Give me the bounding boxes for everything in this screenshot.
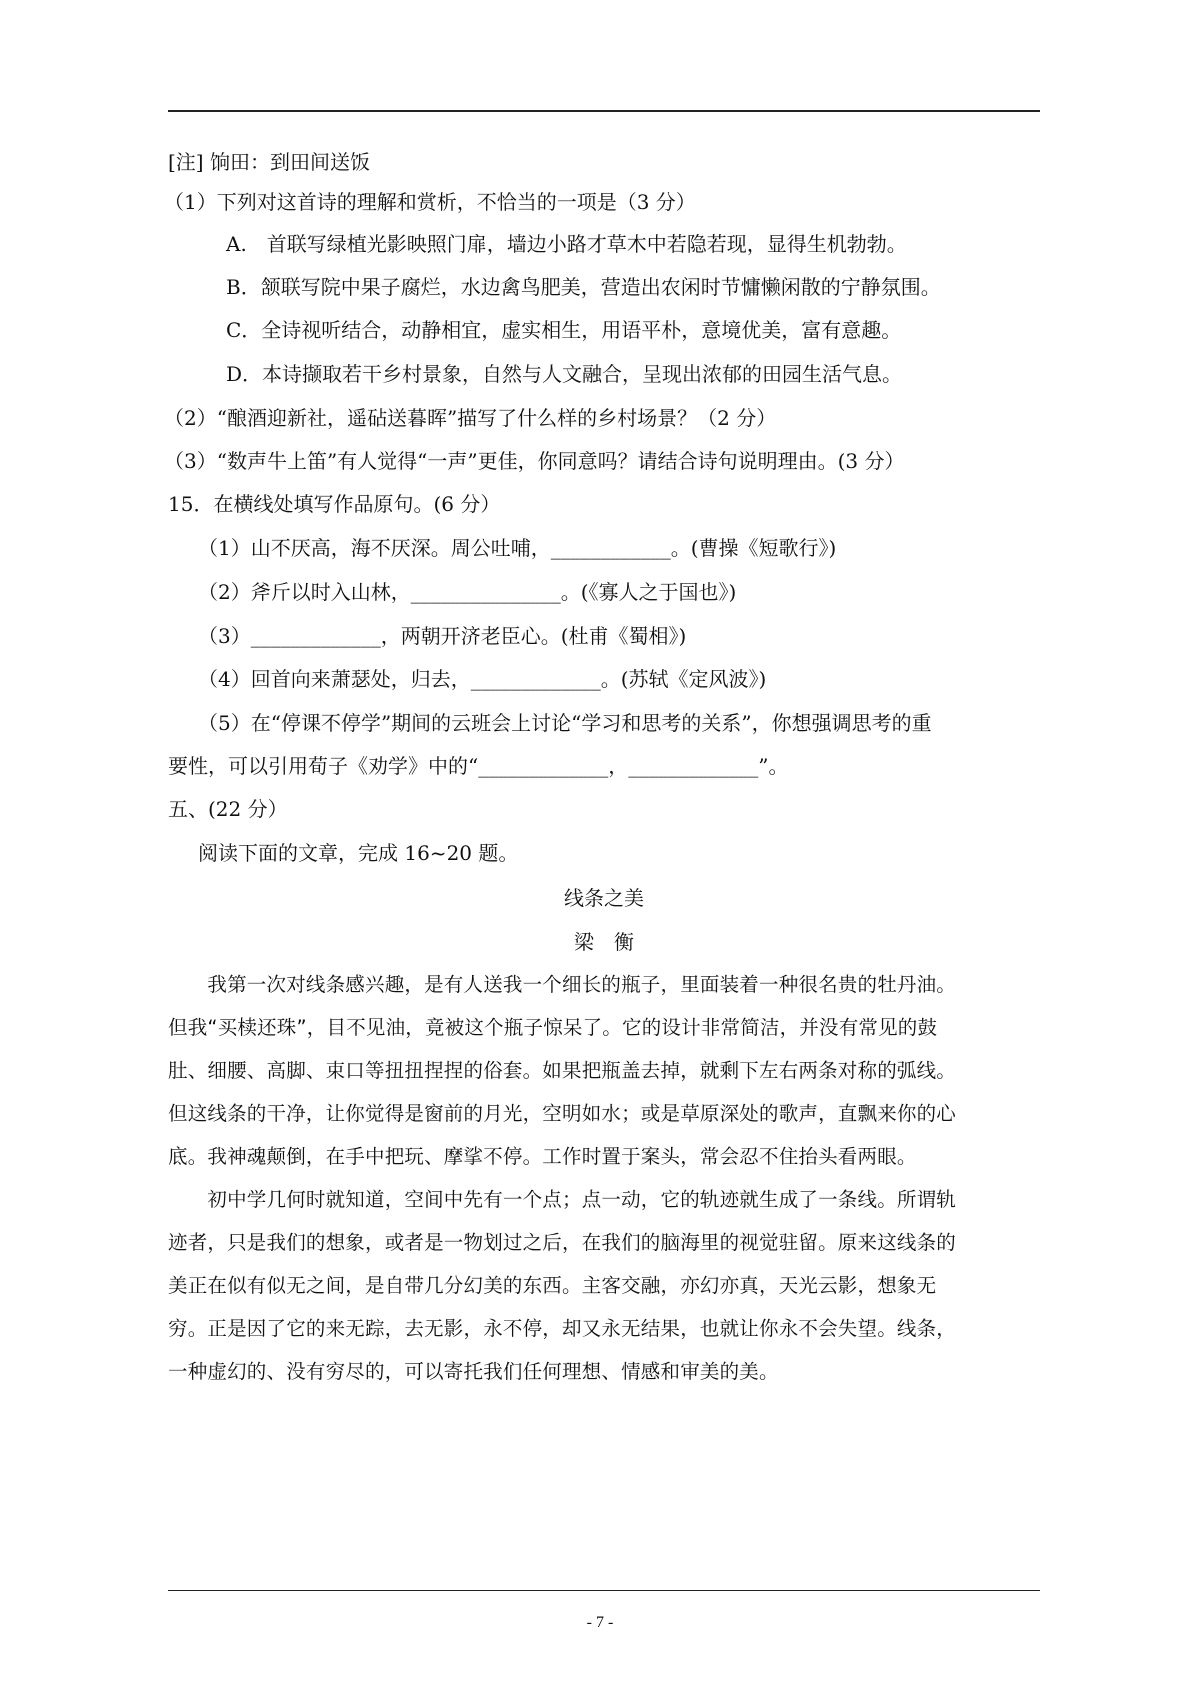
note-line: [注] 饷田：到田间送饭: [168, 150, 370, 174]
q15-item-2: （2）斧斤以时入山林，_______________。(《寡人之于国也》): [198, 580, 737, 604]
section5-title: 五、(22 分）: [168, 797, 288, 821]
q15-item-3: （3）_____________，两朝开济老臣心。(杜甫《蜀相》): [198, 624, 687, 648]
q14-option-d: D．本诗撷取若干乡村景象，自然与人文融合，呈现出浓郁的田园生活气息。: [226, 362, 903, 386]
article-line-2: 但我“买椟还珠”，目不见油，竟被这个瓶子惊呆了。它的设计非常简洁，并没有常见的鼓: [168, 1016, 938, 1039]
section5-instruction: 阅读下面的文章，完成 16~20 题。: [198, 841, 519, 865]
article-line-1: 我第一次对线条感兴趣，是有人送我一个细长的瓶子，里面装着一种很名贵的牡丹油。: [168, 973, 957, 996]
header-rule: [168, 110, 1040, 112]
q14-option-b: B．颔联写院中果子腐烂，水边禽鸟肥美，营造出农闲时节慵懒闲散的宁静氛围。: [226, 275, 941, 299]
q15-item-1: （1）山不厌高，海不厌深。周公吐哺，____________。(曹操《短歌行》): [198, 536, 837, 560]
q15-item-5-cont: 要性，可以引用荀子《劝学》中的“_____________，_____________”。: [168, 754, 789, 778]
article-line-3: 肚、细腰、高脚、束口等扭扭捏捏的俗套。如果把瓶盖去掉，就剩下左右两条对称的弧线。: [168, 1059, 957, 1082]
q14-option-c: C．全诗视听结合，动静相宜，虚实相生，用语平朴，意境优美，富有意趣。: [226, 318, 902, 342]
article-line-9: 穷。正是因了它的来无踪，去无影，永不停，却又永无结果，也就让你永不会失望。线条，: [168, 1317, 957, 1340]
page-number: - 7 -: [586, 1614, 614, 1631]
article-line-10: 一种虚幻的、没有穷尽的，可以寄托我们任何理想、情感和审美的美。: [168, 1360, 779, 1383]
q15-item-5: （5）在“停课不停学”期间的云班会上讨论“学习和思考的关系”，你想强调思考的重: [198, 711, 932, 735]
article-author: 梁 衡: [574, 930, 634, 954]
article-line-7: 迹者，只是我们的想象，或者是一物划过之后，在我们的脑海里的视觉驻留。原来这线条的: [168, 1231, 957, 1254]
q15-item-4: （4）回首向来萧瑟处，归去，_____________。(苏轼《定风波》): [198, 667, 767, 691]
q14-sub3: （3）“数声牛上笛”有人觉得“一声”更佳，你同意吗？请结合诗句说明理由。(3 分）: [164, 449, 905, 473]
article-line-5: 底。我神魂颠倒，在手中把玩、摩挲不停。工作时置于案头，常会忍不住抬头看两眼。: [168, 1145, 917, 1168]
q14-sub1: （1）下列对这首诗的理解和赏析，不恰当的一项是（3 分）: [164, 190, 696, 214]
q15-title: 15．在横线处填写作品原句。(6 分）: [168, 492, 501, 516]
footer-rule: [168, 1590, 1040, 1591]
article-line-8: 美正在似有似无之间，是自带几分幻美的东西。主客交融，亦幻亦真，天光云影，想象无: [168, 1274, 937, 1297]
q14-sub2: （2）“酿酒迎新社，遥砧送暮晖”描写了什么样的乡村场景？（2 分）: [164, 406, 777, 430]
q14-option-a: A. 首联写绿植光影映照门扉，墙边小路才草木中若隐若现，显得生机勃勃。: [226, 232, 907, 256]
article-title: 线条之美: [564, 886, 644, 910]
article-line-6: 初中学几何时就知道，空间中先有一个点；点一动，它的轨迹就生成了一条线。所谓轨: [168, 1188, 957, 1211]
article-line-4: 但这线条的干净，让你觉得是窗前的月光，空明如水；或是草原深处的歌声，直飘来你的心: [168, 1102, 957, 1125]
